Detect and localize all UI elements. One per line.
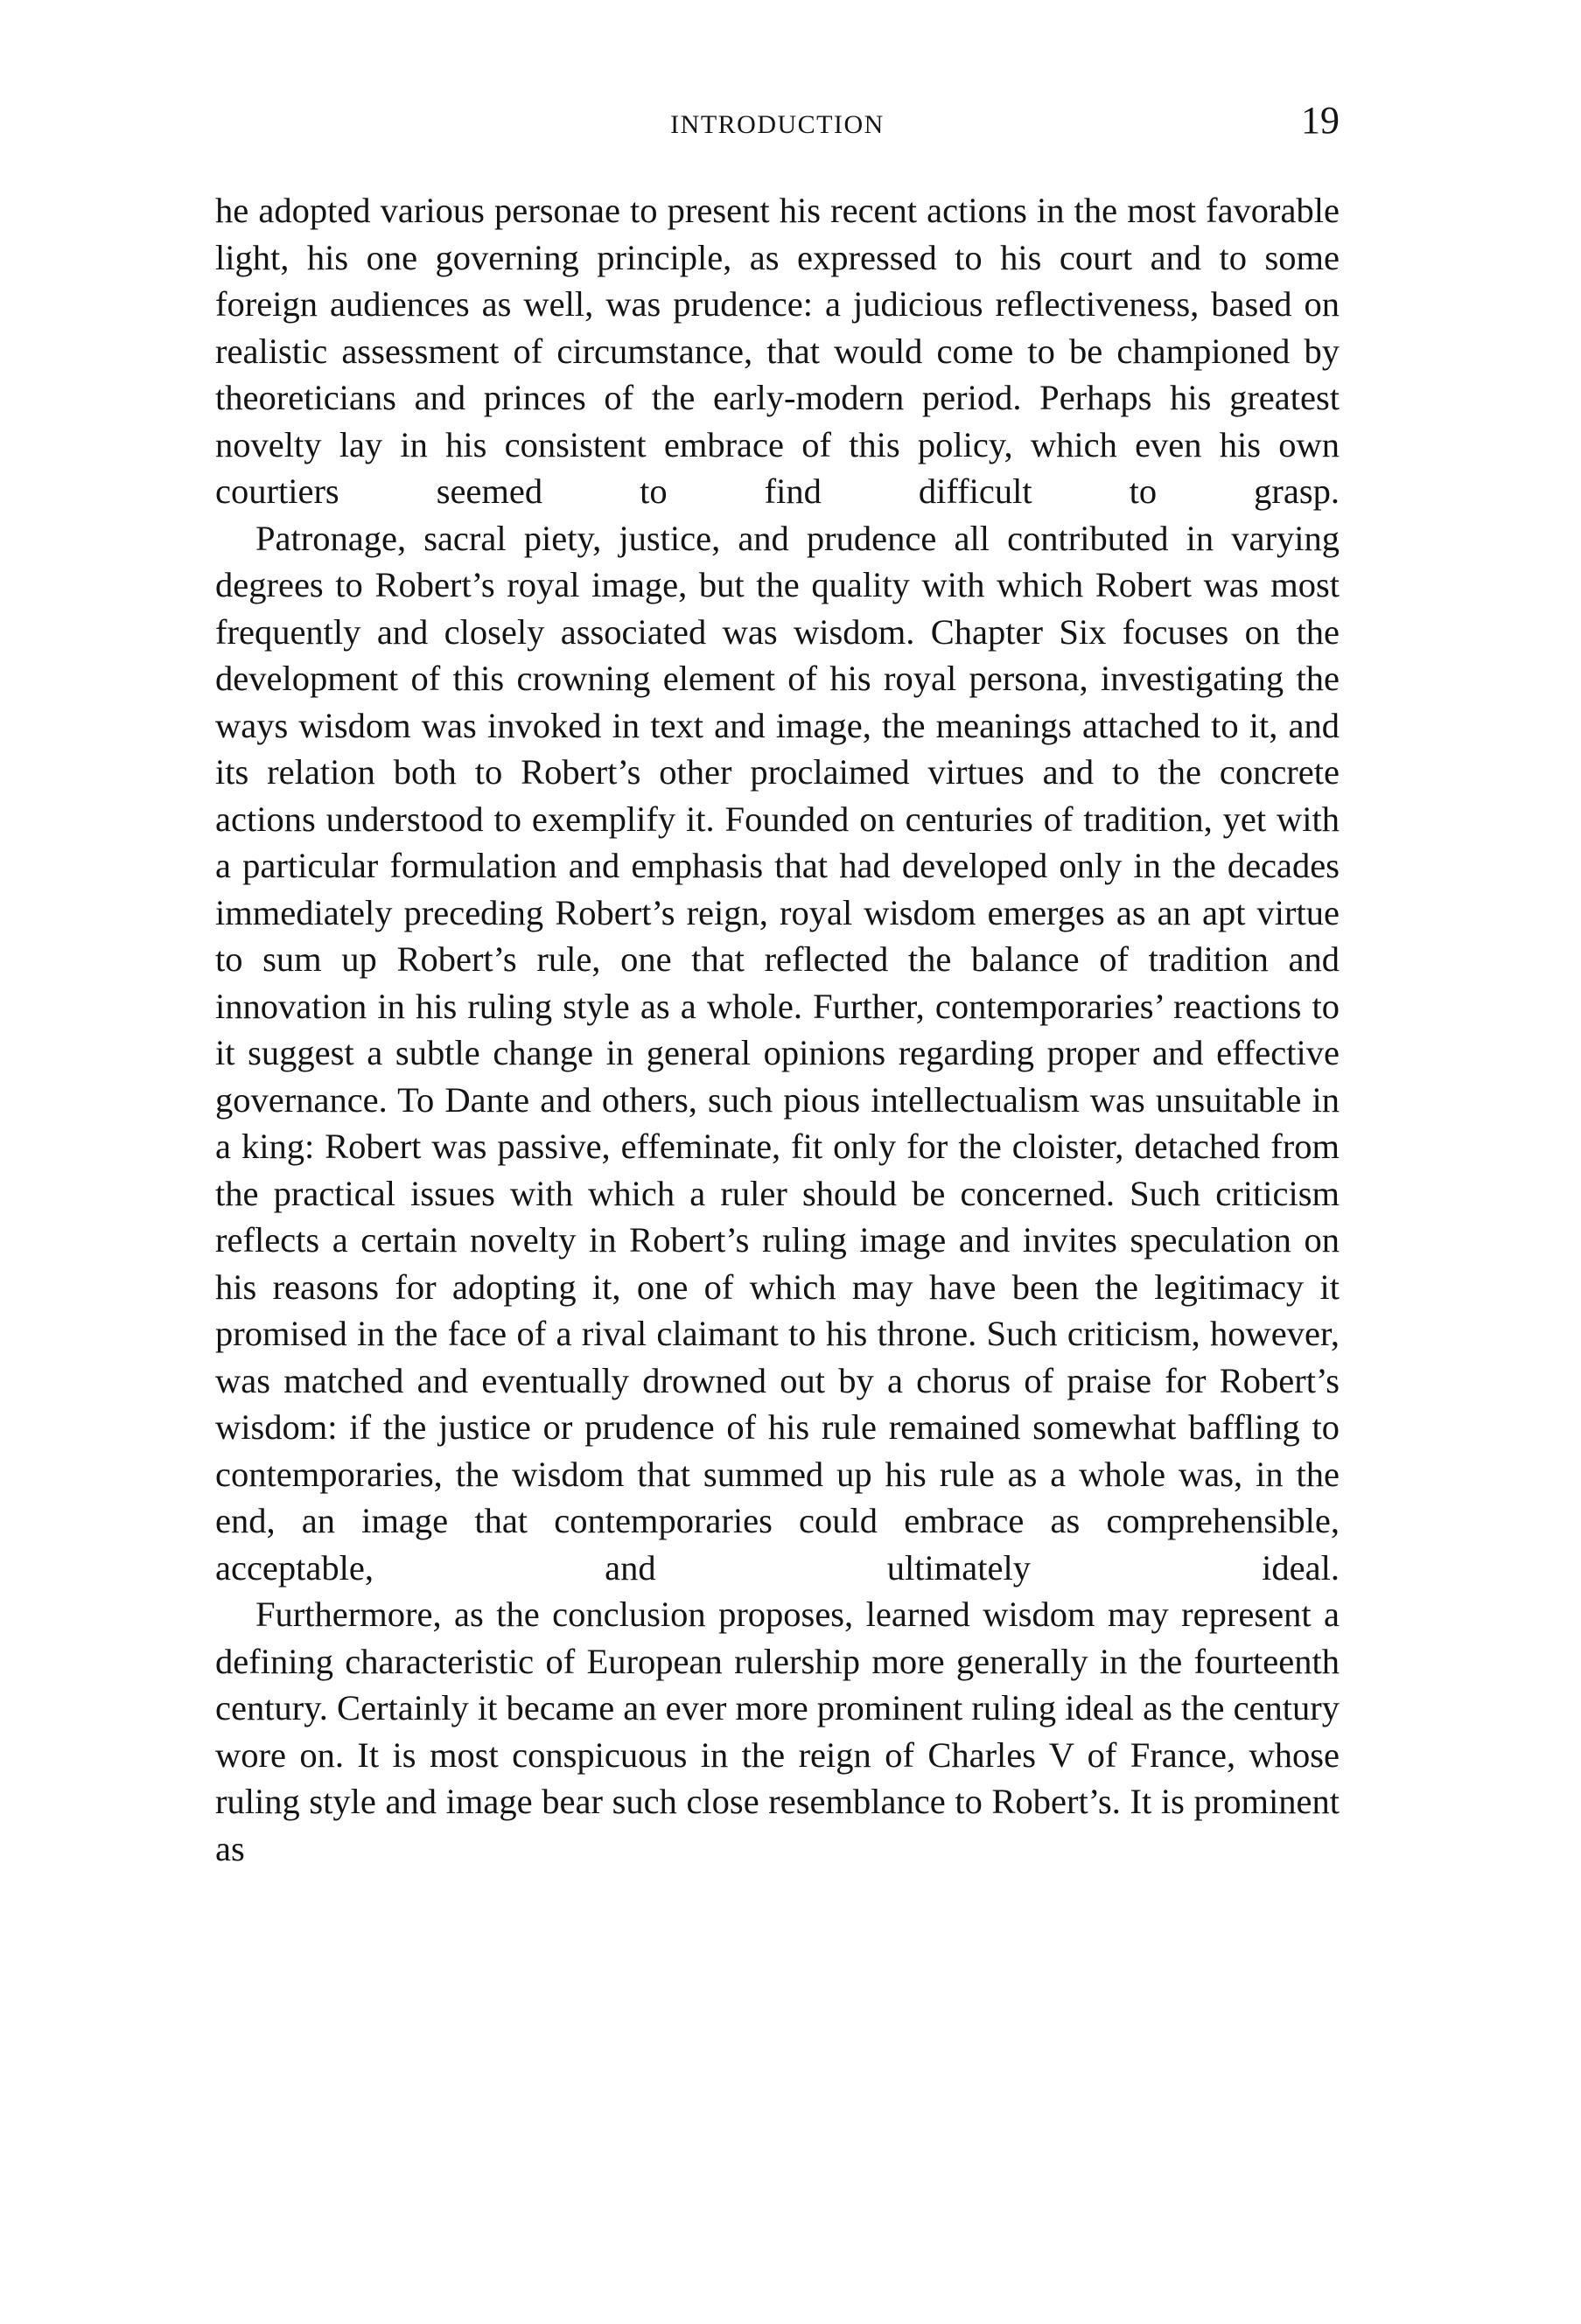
running-title: INTRODUCTION xyxy=(670,110,885,139)
paragraph-continued: he adopted various personae to present his recent actions in the most favorable light, his one governing principle, as expressed to his court and to some foreign audiences as well, was prudence: a judicious reflectiveness, based on realistic assessment of circumstance, that would come to be championed by theoreticians and princes of the early-modern period. Perhaps his greatest novelty lay in his consistent embrace of this policy, which even his own courtiers seemed to find difficult to grasp. xyxy=(215,191,1340,511)
paragraph-conclusion: Furthermore, as the conclusion proposes, learned wisdom may represent a defining characteristic of European rulership more generally in the fourteenth century. Certainly it became an ever more prominent ruling ideal as the century wore on. It is most conspicuous in the reign of Charles V of France, whose ruling style and image bear such close resemblance to Robert’s. It is prominent as xyxy=(215,1595,1340,1868)
running-head xyxy=(215,98,1340,150)
paragraph-wisdom-chapter-six: Patronage, sacral piety, justice, and prudence all contributed in varying degrees to Robert’s royal image, but the quality with which Robert was most frequently and closely associated was wisdom. Chapter Six focuses on the development of this crowning element of his royal persona, investigating the ways wisdom was invoked in text and image, the meanings attached to it, and its relation both to Robert’s other proclaimed virtues and to the concrete actions understood to exemplify it. Founded on centuries of tradition, yet with a particular formulation and emphasis that had developed only in the decades immediately preceding Robert’s reign, royal wisdom emerges as an apt virtue to sum up Robert’s rule, one that reflected the balance of tradition and innovation in his ruling style as a whole. Further, contemporaries’ reactions to it suggest a subtle change in general opinions regarding proper and effective governance. To Dante and others, such pious intellectualism was unsuitable in a king: Robert was passive, effeminate, fit only for the cloister, detached from the practical issues with which a ruler should be concerned. Such criticism reflects a certain novelty in Robert’s ruling image and invites speculation on his reasons for adopting it, one of which may have been the legitimacy it promised in the face of a rival claimant to his throne. Such criticism, however, was matched and eventually drowned out by a chorus of praise for Robert’s wisdom: if the justice or prudence of his rule remained somewhat baffling to contemporaries, the wisdom that summed up his rule as a whole was, in the end, an image that contemporaries could embrace as comprehensible, acceptable, and ultimately ideal. xyxy=(215,518,1340,1588)
body-text xyxy=(215,187,1340,1872)
page-number: 19 xyxy=(1301,99,1340,142)
